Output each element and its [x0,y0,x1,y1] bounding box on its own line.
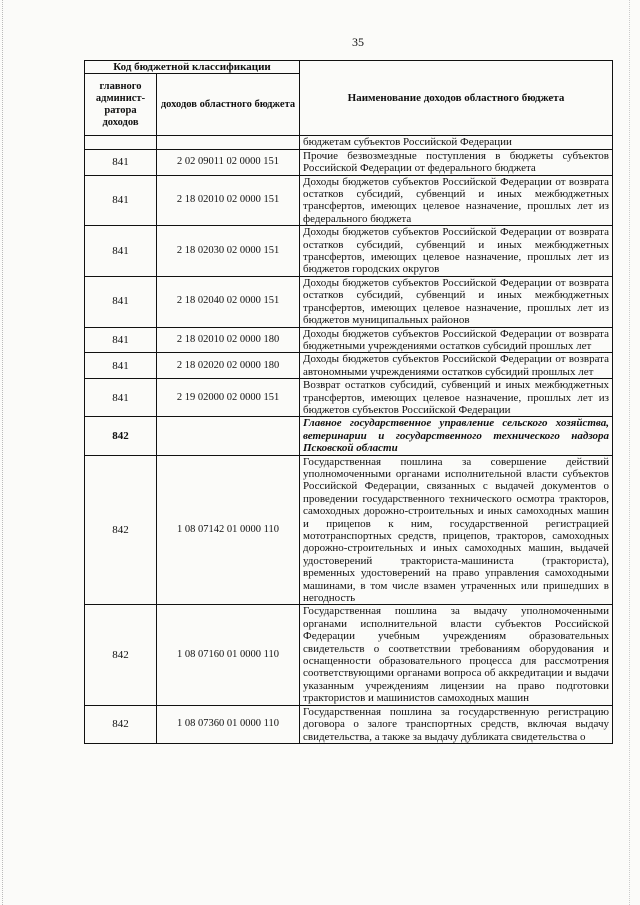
table-row [85,605,613,705]
row-income-name: Доходы бюджетов субъектов Российской Федерации от возврата бюджетными учреждениями остатков субсидий прошлых лет [300,327,613,353]
row-income-name: Государственная пошлина за выдачу уполномоченными органами исполнительной власти субъектов Российской Федерации учебным учреждениям образовательных свидетельств о соответствии требованиям оборудования и оснащенности образовательного процесса для рассмотрения соответствующими органами вопроса об аккредитации и выдачи указанным учреждениям лицензии на право подготовки трактористов и машинистов самоходных машин [300,605,613,705]
row-income-name: бюджетам субъектов Российской Федерации [300,136,613,149]
row-income-name: Государственная пошлина за государственную регистрацию договора о залоге транспортных средств, включая выдачу свидетельства, а также за выдачу дубликата свидетельства о [300,705,613,743]
scan-edge-left [2,0,5,905]
table-row [85,379,613,417]
row-income-name: Доходы бюджетов субъектов Российской Федерации от возврата автономными учреждениями остатков субсидий прошлых лет [300,353,613,379]
table-row [85,417,613,455]
table-row [85,455,613,605]
header-chief-administrator: главного админист-ратора доходов [85,74,157,136]
row-budget-code: 2 18 02010 02 0000 151 [157,175,300,226]
scan-edge-right [629,0,632,905]
row-admin-code: 841 [85,175,157,226]
row-admin-code: 841 [85,327,157,353]
row-income-name: Возврат остатков субсидий, субвенций и иных межбюджетных трансфертов, имеющих целевое назначение, прошлых лет из бюджетов субъектов Российской Федерации [300,379,613,417]
row-budget-code: 2 18 02040 02 0000 151 [157,276,300,327]
header-classification-code: Код бюджетной классификации [85,61,300,74]
row-income-name: Прочие безвозмездные поступления в бюджеты субъектов Российской Федерации от федерального бюджета [300,149,613,175]
row-income-name: Доходы бюджетов субъектов Российской Федерации от возврата остатков субсидий, субвенций и иных межбюджетных трансфертов, имеющих целевое назначение, прошлых лет из бюджетов городских округов [300,226,613,277]
row-income-name: Государственная пошлина за совершение действий уполномоченными органами исполнительной власти субъектов Российской Федерации, связанных с выдачей документов о проведении государственного технического осмотра тракторов, самоходных дорожно-строительных и иных самоходных машин и прицепов к ним, государственной регистрацией мототранспортных средств, прицепов, тракторов, самоходных дорожно-строительных и иных самоходных машин, выдачей удостоверений тракториста-машиниста (тракториста), временных удостоверений на право управления самоходными машинами, в том числе взамен утраченных или пришедших в негодность [300,455,613,605]
row-budget-code: 1 08 07160 01 0000 110 [157,605,300,705]
row-admin-code: 841 [85,226,157,277]
row-admin-code: 841 [85,149,157,175]
row-budget-code: 1 08 07360 01 0000 110 [157,705,300,743]
row-income-name: Доходы бюджетов субъектов Российской Федерации от возврата остатков субсидий, субвенций и иных межбюджетных трансфертов, имеющих целевое назначение, прошлых лет из бюджетов муниципальных районов [300,276,613,327]
table-row [85,136,613,149]
row-admin-code [85,136,157,149]
row-budget-code: 2 18 02030 02 0000 151 [157,226,300,277]
row-budget-code [157,136,300,149]
row-budget-code: 2 18 02010 02 0000 180 [157,327,300,353]
table-row [85,705,613,743]
table-row [85,175,613,226]
page-number: 35 [352,35,364,49]
row-budget-code [157,417,300,455]
row-budget-code: 2 18 02020 02 0000 180 [157,353,300,379]
row-admin-code: 842 [85,705,157,743]
budget-classification-table [84,60,613,744]
row-admin-code: 842 [85,417,157,455]
table-row [85,353,613,379]
row-admin-code: 841 [85,276,157,327]
row-income-name: Доходы бюджетов субъектов Российской Федерации от возврата остатков субсидий, субвенций и иных межбюджетных трансфертов, имеющих целевое назначение, прошлых лет из федерального бюджета [300,175,613,226]
table-header-row-group [85,61,613,74]
row-admin-code: 841 [85,379,157,417]
table-row [85,226,613,277]
table-row [85,149,613,175]
row-admin-code: 841 [85,353,157,379]
table-row [85,276,613,327]
header-income-name: Наименование доходов областного бюджета [300,61,613,136]
row-income-name: Главное государственное управление сельского хозяйства, ветеринарии и государственного технического надзора Псковской области [300,417,613,455]
row-budget-code: 2 02 09011 02 0000 151 [157,149,300,175]
row-budget-code: 1 08 07142 01 0000 110 [157,455,300,605]
table-row [85,327,613,353]
row-budget-code: 2 19 02000 02 0000 151 [157,379,300,417]
header-regional-income: доходов областного бюджета [157,74,300,136]
row-admin-code: 842 [85,605,157,705]
row-admin-code: 842 [85,455,157,605]
